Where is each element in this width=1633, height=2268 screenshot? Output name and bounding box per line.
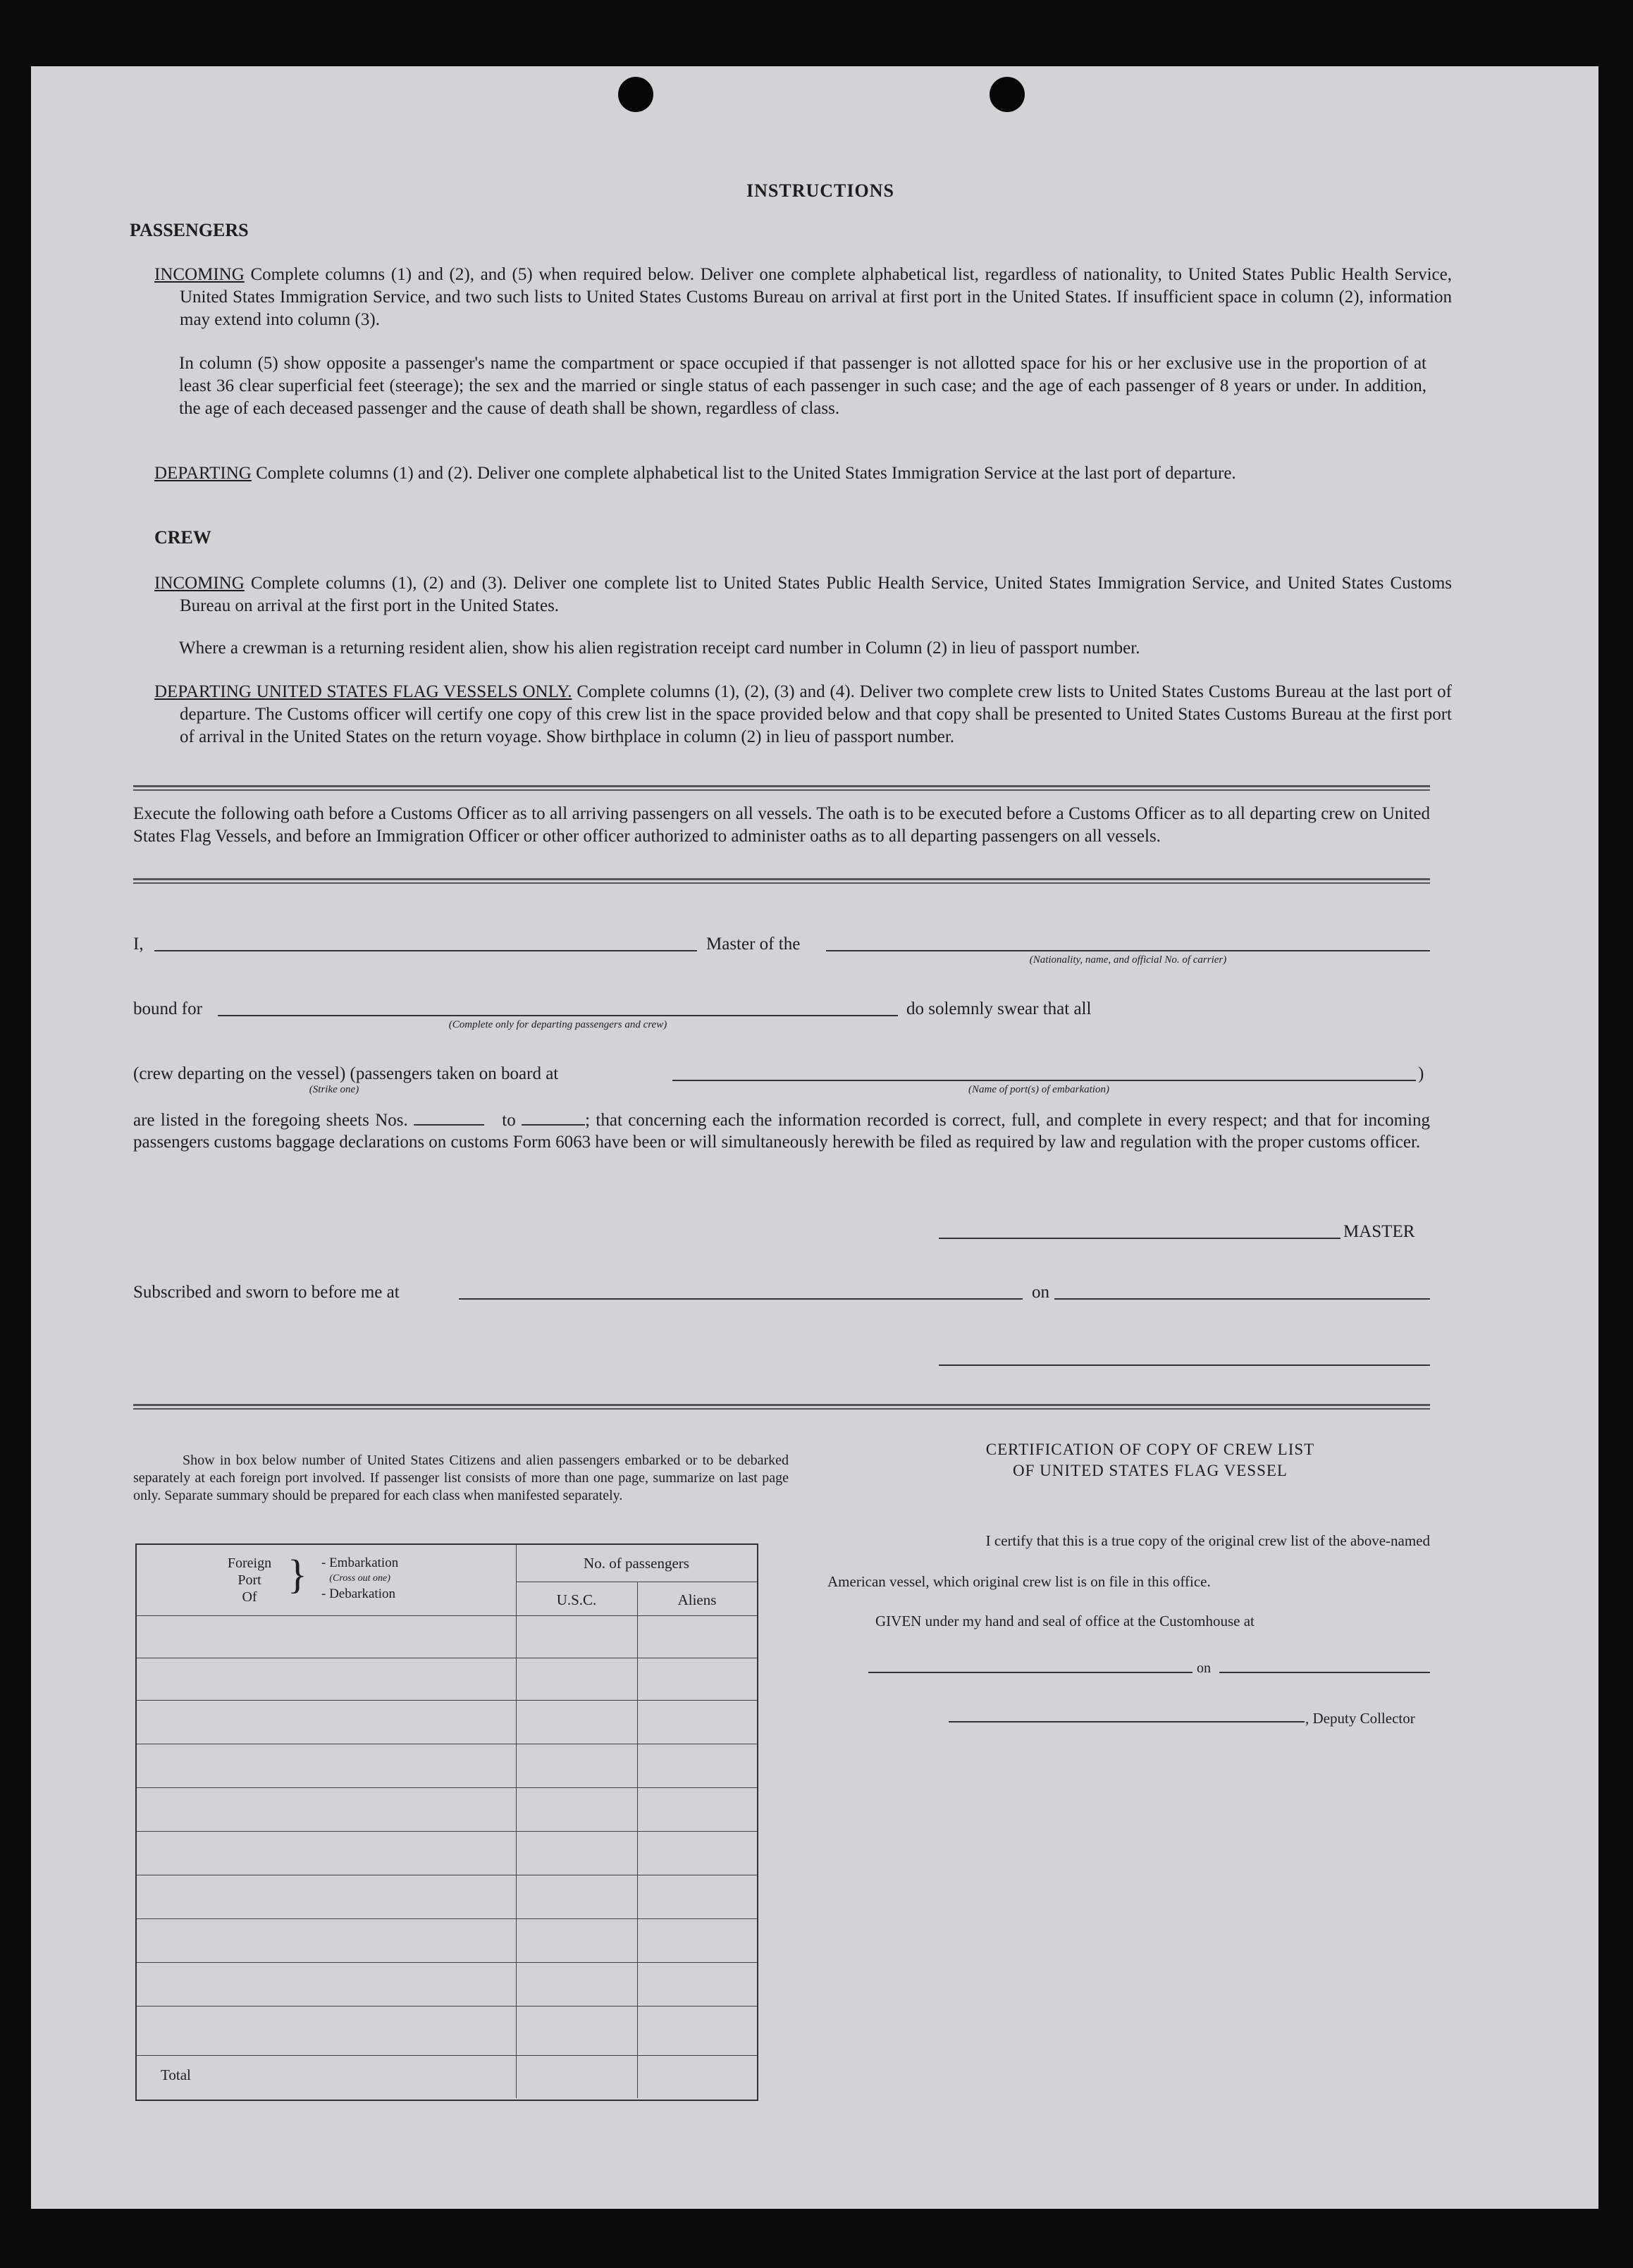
listed-rest: ; that concerning each the information recorded is correct, full, and complete in every respect; and that for incoming passengers customs baggage declarations on customs Form 6063 have been or will simultaneously herewith be filed as required by law and regulation with the proper customs officer. (133, 1111, 1430, 1152)
certify-line3: GIVEN under my hand and seal of office at the Customhouse at (875, 1613, 1255, 1629)
officer-signature-field[interactable] (939, 1364, 1430, 1366)
usc-header: U.S.C. (556, 1591, 597, 1608)
sworn-place-field[interactable] (459, 1298, 1023, 1300)
carrier-field[interactable] (826, 950, 1430, 951)
divider (133, 878, 1430, 884)
subscribed-label: Subscribed and sworn to before me at (133, 1283, 400, 1302)
sworn-date-field[interactable] (1054, 1298, 1430, 1300)
summary-instructions: Show in box below number of United States Citizens and alien passengers embarked or to be debarked separately at each foreign port involved. If passenger list consists of more than one page, summarize on last page only. Separate summary should be prepared for each class when manifested separately. (133, 1453, 789, 1503)
certify-line2: American vessel, which original crew list is on file in this office. (827, 1573, 1211, 1590)
cross-out-note: (Cross out one) (329, 1573, 390, 1584)
total-label: Total (161, 2066, 191, 2083)
resident-alien-paragraph: Where a crewman is a returning resident alien, show his alien registration receipt card number in Column (2) in lieu of passport number. (179, 639, 1140, 658)
customhouse-field[interactable] (868, 1672, 1193, 1673)
certification-title-line2: OF UNITED STATES FLAG VESSEL (1013, 1462, 1288, 1479)
passengers-departing-text: Complete columns (1) and (2). Deliver one complete alphabetical list to the United States Immigration Service at the last port of departure. (251, 464, 1236, 483)
sheet-from-field[interactable] (414, 1110, 484, 1126)
punch-hole (618, 77, 653, 112)
listed-paragraph (133, 1109, 1430, 1153)
passengers-incoming-text: Complete columns (1) and (2), and (5) when required below. Deliver one complete alphabetical list, regardless of nationality, to United States Public Health Service, United States Immigration Service, and two such lists to United States Customs Bureau on arrival at first port in the United States. If insufficient space in column (2), information may extend into column (3). (180, 265, 1452, 329)
crew-incoming-paragraph (154, 572, 1452, 617)
aliens-header: Aliens (677, 1591, 717, 1608)
crew-departing-text: Complete columns (1), (2), (3) and (4). Deliver two complete crew lists to United States Customs Bureau at the last port of departure. The Customs officer will certify one copy of this crew list in the space provided below and that copy shall be presented to United States Customs Bureau at the first port of arrival in the United States on the return voyage. Show birthplace in column (2) in lieu of passport number. (180, 682, 1452, 746)
document-page (31, 66, 1598, 2209)
embarkation-option: - Embarkation (321, 1555, 399, 1570)
crew-incoming-label: INCOMING (154, 574, 245, 593)
page-title: INSTRUCTIONS (746, 180, 894, 201)
foreign-port-of-header (214, 1555, 285, 1606)
to-label: to (502, 1111, 516, 1130)
of-header: Of (242, 1589, 257, 1605)
passengers-heading: PASSENGERS (130, 220, 249, 240)
certification-title (868, 1439, 1432, 1481)
master-signature-field[interactable] (939, 1238, 1341, 1239)
debarkation-option: - Debarkation (321, 1586, 395, 1601)
oath-instructions: Execute the following oath before a Customs Officer as to all arriving passengers on all vessels. The oath is to be executed before a Customs Officer as to all departing crew on United States Flag Vessels, and before an Immigration Officer or other officer authorized to administer oaths as to all departing passengers on all vessels. (133, 804, 1430, 846)
crew-heading: CREW (154, 527, 211, 548)
close-paren: ) (1418, 1064, 1424, 1083)
punch-hole (990, 77, 1025, 112)
on-label: on (1032, 1283, 1049, 1302)
crew-incoming-text: Complete columns (1), (2) and (3). Deliver one complete list to United States Public Health Service, United States Immigration Service, and United States Customs Bureau on arrival at the first port in the United States. (180, 574, 1452, 615)
port-caption: (Name of port(s) of embarkation) (968, 1084, 1109, 1095)
divider (133, 785, 1430, 791)
passengers-incoming-label: INCOMING (154, 265, 245, 284)
port-header: Port (238, 1572, 261, 1588)
crew-departing-paragraph (154, 681, 1452, 748)
crew-passengers-label: (crew departing on the vessel) (passengers taken on board at (133, 1064, 559, 1083)
embarkation-port-field[interactable] (672, 1080, 1416, 1081)
foreign-header: Foreign (227, 1555, 272, 1571)
crew-departing-label: DEPARTING UNITED STATES FLAG VESSELS ONLY. (154, 682, 572, 701)
certify-line1: I certify that this is a true copy of the original crew list of the above-named (985, 1532, 1430, 1549)
carrier-caption: (Nationality, name, and official No. of carrier) (1029, 954, 1227, 966)
certify-on-label: on (1197, 1660, 1211, 1676)
divider (133, 1404, 1430, 1410)
column5-paragraph: In column (5) show opposite a passenger's name the compartment or space occupied if that passenger is not allotted space for his or her exclusive use in the proportion of at least 36 clear superficial feet (steerage); the sex and the married or single status of each passenger in such case; and the age of each passenger of 8 years or under. In addition, the age of each deceased passenger and the cause of death shall be shown, regardless of class. (179, 354, 1426, 418)
certify-date-field[interactable] (1219, 1672, 1430, 1673)
deputy-signature-field[interactable] (949, 1721, 1305, 1722)
passenger-summary-table (135, 1543, 758, 2101)
passengers-incoming-paragraph (154, 264, 1452, 331)
swear-label: do solemnly swear that all (906, 999, 1092, 1018)
oath-i-label: I, (133, 935, 144, 954)
bound-for-field[interactable] (218, 1015, 898, 1016)
bound-for-caption: (Complete only for departing passengers and crew) (448, 1019, 667, 1030)
sheet-to-field[interactable] (522, 1110, 585, 1126)
certification-title-line1: CERTIFICATION OF COPY OF CREW LIST (985, 1441, 1315, 1458)
listed-prefix: are listed in the foregoing sheets Nos. (133, 1111, 408, 1130)
brace-icon: } (288, 1551, 307, 1597)
master-name-field[interactable] (154, 950, 697, 951)
no-passengers-header: No. of passengers (584, 1555, 689, 1572)
strike-one-caption: (Strike one) (309, 1084, 359, 1095)
bound-for-label: bound for (133, 999, 202, 1018)
master-of-the-label: Master of the (706, 935, 801, 954)
passengers-departing-label: DEPARTING (154, 464, 252, 483)
embark-debark-options (321, 1555, 398, 1603)
passengers-departing-paragraph (154, 462, 1452, 485)
deputy-collector-label: , Deputy Collector (1305, 1710, 1415, 1727)
master-label: MASTER (1343, 1222, 1415, 1241)
